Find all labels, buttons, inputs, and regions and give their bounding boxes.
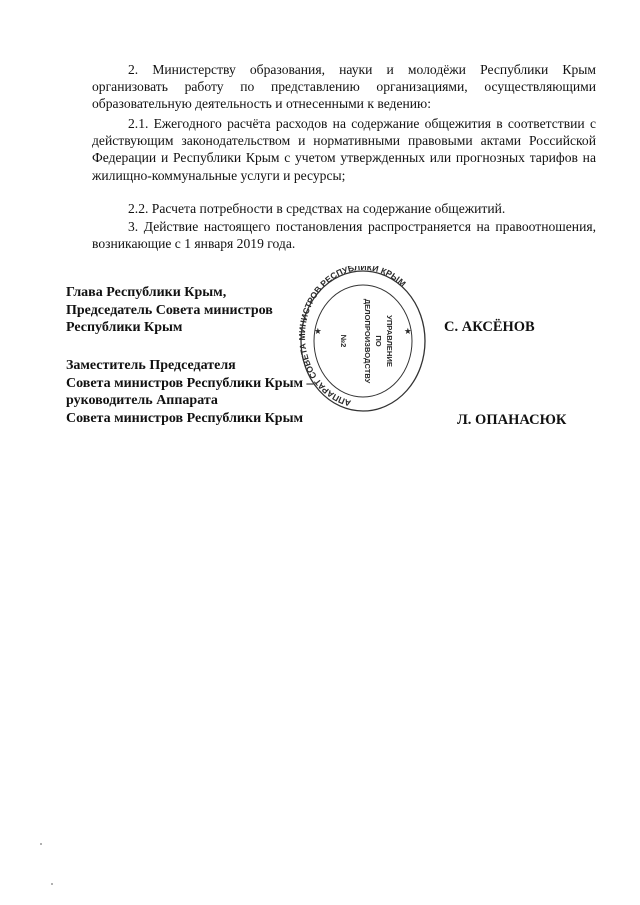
signature-title-line: Республики Крым [66,320,183,336]
stamp-inner-line: №2 [339,334,348,348]
signatory-name-head: С. АКСЁНОВ [444,319,535,335]
scan-speck [51,883,53,885]
signature-title-line: руководитель Аппарата [66,393,218,409]
svg-text:★: ★ [314,326,322,336]
stamp-inner-line: ПО [374,335,383,347]
paragraph-2: 2. Министерству образования, науки и молодёжи Республики Крым организовать работу по представлению организациями, осуществляющими образовательную деятельность и отнесенными к ведению: [92,62,596,112]
stamp-ring-text: АППАРАТ СОВЕТА МИНИСТРОВ РЕСПУБЛИКИ КРЫМ [298,266,408,409]
signature-title-line: Заместитель Председателя [66,358,236,373]
signature-block-deputy [66,357,314,427]
paragraph-3: 3. Действие настоящего постановления распространяется на правоотношения, возникающие с 1 января 2019 года. [92,219,596,252]
svg-text:★: ★ [404,326,412,336]
signature-title-line: Председатель Совета министров [66,302,273,318]
official-stamp [298,266,428,416]
paragraph-2-2: 2.2. Расчета потребности в средствах на содержание общежитий. [128,201,506,216]
stamp-inner-line: ДЕЛОПРОИЗВОДСТВУ [363,298,372,384]
paragraph-2-1: 2.1. Ежегодного расчёта расходов на содержание общежития в соответствии с действующим законодательством и нормативными правовыми актами Российской Федерации и Республики Крым с учетом утвержденных или прогнозных тарифов на жилищно-коммунальные услуги и ресурсы; [92,116,596,183]
stamp-seal-icon [298,266,428,416]
scan-speck [40,843,42,845]
stamp-inner-line: УПРАВЛЕНИЕ [385,315,394,367]
signatory-name-deputy: Л. ОПАНАСЮК [457,412,567,428]
signature-title-line: Совета министров Республики Крым [66,410,304,426]
signature-block-head [66,284,273,337]
signature-title-line: Глава Республики Крым, [66,285,227,300]
signature-title-line: Совета министров Республики Крым – [66,375,314,391]
